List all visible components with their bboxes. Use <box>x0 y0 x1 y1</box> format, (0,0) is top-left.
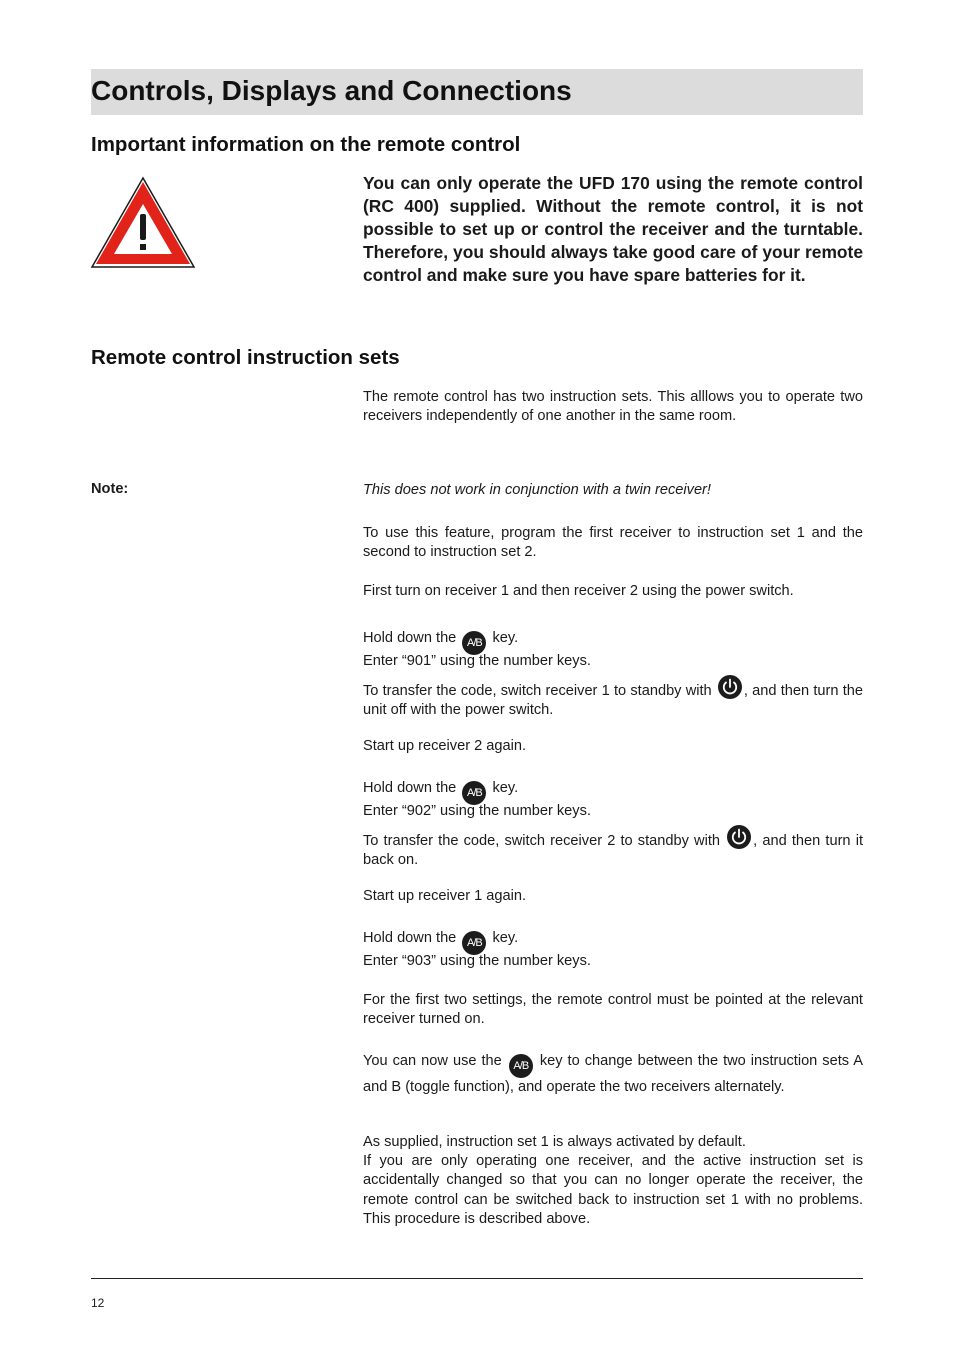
intro-paragraph: The remote control has two instruction sets. This alllows you to operate two receivers independently of one another in the same room. <box>363 389 863 425</box>
transfer-step-1: To transfer the code, switch receiver 1 to standby with , and then turn the unit off with the power switch. <box>363 675 863 721</box>
program-paragraph: To use this feature, program the first receiver to instruction set 1 and the second to instruction set 2. <box>363 525 863 561</box>
page-title: Controls, Displays and Connections <box>91 75 572 106</box>
warning-text: You can only operate the UFD 170 using the remote control (RC 400) supplied. Without the remote control, it is not possible to set up or control the receiver and the turntable. Therefore, you should always take good care of your remote control and make sure you have spare batteries for it. <box>363 173 863 285</box>
start-receiver-1: Start up receiver 1 again. <box>363 888 527 904</box>
only-one-receiver-paragraph: If you are only operating one receiver, and the active instruction set is accidentally changed so that you can no longer operate the receiver, the remote control can be switched back to instruction set 1 with no problems. This procedure is described above. <box>363 1153 863 1228</box>
toggle-paragraph: You can now use the A/B key to change between the two instruction sets A and B (toggle function), and operate the two receivers alternately. <box>363 1053 864 1095</box>
power-key-icon <box>718 675 742 699</box>
hold-ab-step-1: Hold down the A/B key. <box>363 629 863 655</box>
start-receiver-2: Start up receiver 2 again. <box>363 738 527 754</box>
enter-902: Enter “902” using the number keys. <box>363 803 591 819</box>
ab-key-icon: A/B <box>462 931 486 955</box>
enter-903: Enter “903” using the number keys. <box>363 953 591 969</box>
section-heading-instruction-sets: Remote control instruction sets <box>91 346 400 369</box>
ab-key-icon: A/B <box>462 781 486 805</box>
enter-901: Enter “901” using the number keys. <box>363 653 591 669</box>
note-text: This does not work in conjunction with a twin receiver! <box>363 482 711 498</box>
default-paragraph: As supplied, instruction set 1 is always activated by default. <box>363 1134 746 1150</box>
section-heading-remote-info: Important information on the remote control <box>91 133 521 156</box>
warning-triangle-icon <box>90 176 196 270</box>
title-bar <box>91 69 863 115</box>
page-number: 12 <box>91 1296 105 1310</box>
first-turn-on-paragraph: First turn on receiver 1 and then receiver 2 using the power switch. <box>363 583 794 599</box>
pointed-paragraph: For the first two settings, the remote control must be pointed at the relevant receiver turned on. <box>363 992 863 1028</box>
hold-ab-step-2: Hold down the A/B key. <box>363 779 863 805</box>
note-label: Note: <box>91 481 129 497</box>
hold-ab-step-3: Hold down the A/B key. <box>363 929 863 955</box>
footer-rule <box>91 1278 863 1279</box>
transfer-step-2: To transfer the code, switch receiver 2 to standby with , and then turn it back on. <box>363 825 863 871</box>
ab-key-icon: A/B <box>509 1054 533 1078</box>
power-key-icon <box>727 825 751 849</box>
ab-key-icon: A/B <box>462 631 486 655</box>
